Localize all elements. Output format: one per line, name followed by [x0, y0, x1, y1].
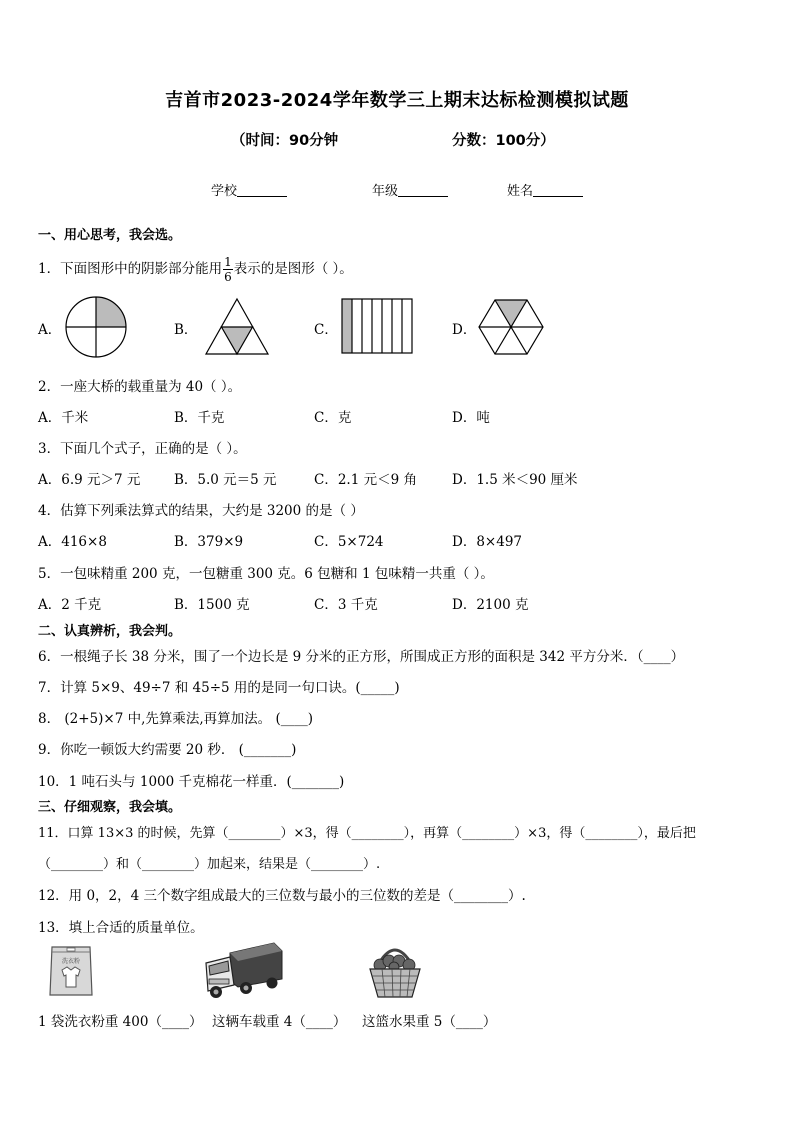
question-11-line-1: 11．口算 13×3 的时候，先算（________）×3，得（________），再算（________）×3，得（________），最后把 [38, 826, 696, 841]
question-12: 12．用 0，2，4 三个数字组成最大的三位数与最小的三位数的差是（________）. [38, 888, 526, 904]
question-1 [38, 255, 353, 284]
name-blank [533, 183, 583, 197]
bag-hole [67, 948, 75, 951]
q1-text-post: 表示的是图形（ ）。 [233, 261, 353, 277]
school-blank [237, 183, 287, 197]
rectangle-shaded-strip [342, 299, 352, 353]
truck-back-wheel [267, 978, 278, 989]
grade-field [372, 180, 448, 199]
question-13: 13．填上合适的质量单位。 [38, 920, 204, 936]
q4-option-c: C．5×724 [314, 534, 384, 550]
q5-option-d: D．2100 克 [452, 597, 529, 613]
q1-label-d: D． [452, 322, 477, 338]
exam-title: 吉首市2023-2024学年数学三上期末达标检测模拟试题 [165, 90, 629, 111]
q1-label-a: A． [38, 322, 62, 338]
truck-image [202, 941, 284, 1001]
fraction-numerator: 1 [224, 255, 232, 269]
q2-option-c: C．克 [314, 410, 352, 426]
school-label: 学校 [211, 184, 238, 199]
question-9: 9．你吃一顿饭大约需要 20 秒． (_______) [38, 742, 297, 758]
school-field [211, 180, 287, 199]
fraction-denominator: 6 [224, 270, 232, 284]
q5-option-a: A．2 千克 [38, 597, 102, 613]
circle-figure [64, 296, 128, 358]
rectangle-dividers [352, 299, 402, 353]
question-7: 7．计算 5×9、49÷7 和 45÷5 用的是同一句口诀。(_____) [38, 680, 400, 696]
q5-option-b: B．1500 克 [174, 597, 250, 613]
q4-option-b: B．379×9 [174, 534, 244, 550]
rectangle-figure [341, 298, 413, 354]
question-8: 8． (2+5)×7 中,先算乘法,再算加法。 (____) [38, 711, 314, 727]
question-5: 5．一包味精重 200 克，一包糖重 300 克。6 包糖和 1 包味精一共重（ ）。 [38, 566, 494, 582]
question-10: 10．1 吨石头与 1000 千克棉花一样重．(_______) [38, 774, 345, 790]
q4-option-d: D．8×497 [452, 534, 522, 550]
section-3-heading: 三、仔细观察，我会填。 [38, 800, 182, 815]
question-3: 3．下面几个式子，正确的是（ ）。 [38, 441, 247, 457]
name-label: 姓名 [507, 184, 534, 199]
q3-option-b: B．5.0 元＝5 元 [174, 472, 277, 488]
q13-item-truck: 这辆车载重 4（____） [212, 1014, 347, 1030]
q1-label-b: B． [174, 322, 198, 338]
section-2-heading: 二、认真辨析，我会判。 [38, 624, 182, 639]
q2-option-d: D．吨 [452, 410, 490, 426]
q2-option-b: B．千克 [174, 410, 225, 426]
truck-rear-hub [244, 986, 249, 991]
q13-item-basket: 这篮水果重 5（____） [362, 1014, 497, 1030]
question-11-line-2: （________）和（________）加起来，结果是（________）. [38, 857, 381, 872]
q3-option-c: C．2.1 元＜9 角 [314, 472, 417, 488]
triangle-figure [204, 296, 270, 358]
truck-front-hub [214, 990, 219, 995]
truck-grille [209, 979, 229, 984]
q3-option-d: D．1.5 米＜90 厘米 [452, 472, 578, 488]
q1-text-pre: 1．下面图形中的阴影部分能用 [38, 261, 223, 277]
question-2: 2．一座大桥的载重量为 40（ ）。 [38, 379, 242, 395]
fruit-basket-image [366, 939, 424, 1001]
hexagon-figure [477, 297, 545, 359]
detergent-bag-image [46, 943, 96, 999]
grade-label: 年级 [372, 184, 399, 199]
section-1-heading: 一、用心思考，我会选。 [38, 228, 182, 243]
grade-blank [398, 183, 448, 197]
q2-option-a: A．千米 [38, 410, 89, 426]
hexagon-shaded-sector [495, 300, 527, 327]
q3-option-a: A．6.9 元＞7 元 [38, 472, 141, 488]
exam-time: （时间：90分钟 [231, 133, 339, 149]
exam-score: 分数：100分） [452, 133, 555, 149]
fraction-one-sixth [223, 255, 233, 284]
q4-option-a: A．416×8 [38, 534, 107, 550]
triangle-shaded-center [222, 327, 253, 354]
bag-label: 洗衣粉 [61, 958, 81, 965]
name-field [507, 180, 583, 199]
q1-label-c: C． [314, 322, 338, 338]
question-4: 4．估算下列乘法算式的结果，大约是 3200 的是（ ） [38, 503, 364, 519]
question-6: 6．一根绳子长 38 分米，围了一个边长是 9 分米的正方形，所围成正方形的面积是 342 平方分米．（____） [38, 649, 685, 665]
q5-option-c: C．3 千克 [314, 597, 378, 613]
q13-item-detergent: 1 袋洗衣粉重 400（____） [38, 1014, 203, 1030]
